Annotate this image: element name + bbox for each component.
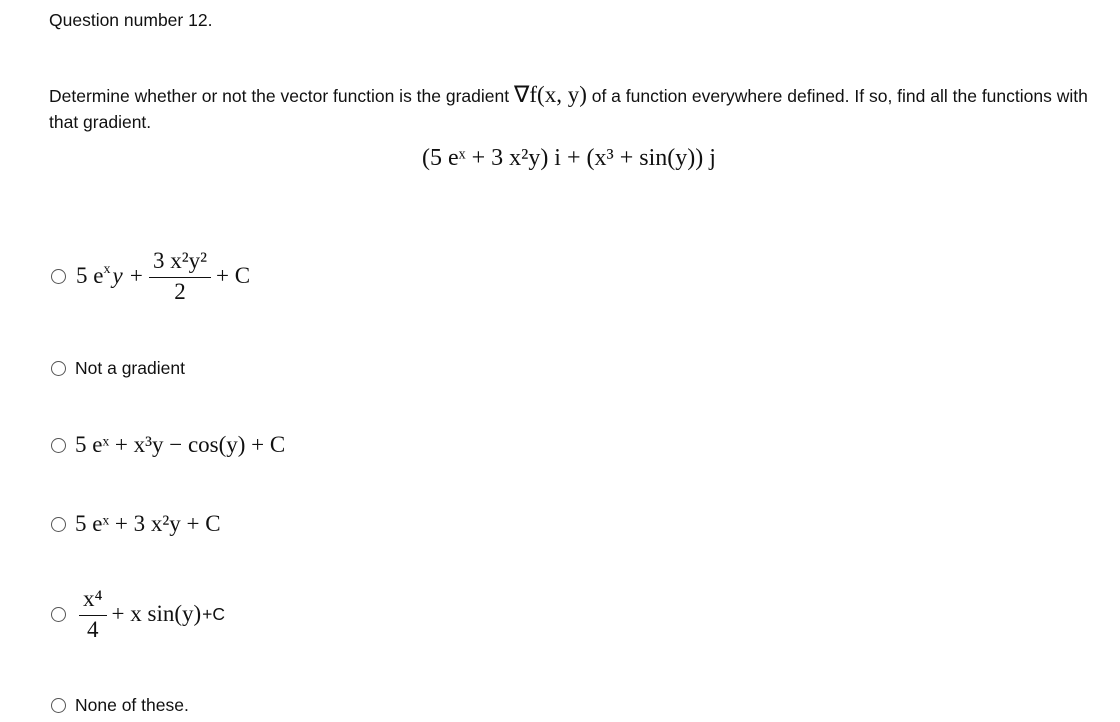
radio-button[interactable]	[51, 269, 66, 284]
fraction-denominator: 4	[87, 617, 99, 642]
gradient-notation: ∇f(x, y)	[513, 82, 587, 107]
option-2-label: Not a gradient	[75, 358, 185, 378]
option-1-term-a: 5 $e^x$	[76, 262, 111, 288]
radio-button[interactable]	[51, 438, 66, 453]
answer-option-5[interactable]	[51, 586, 225, 642]
option-5-fraction	[79, 586, 107, 642]
prompt-text-before: Determine whether or not the vector function is the gradient	[49, 86, 514, 106]
prompt-text-after: of a function everywhere defined. If so, find all the functions with that gradient.	[49, 86, 1088, 132]
question-prompt	[49, 82, 1099, 135]
fraction-numerator: 3 x²y²	[149, 248, 211, 278]
answer-option-2[interactable]	[51, 358, 185, 379]
option-6-label: None of these.	[75, 695, 189, 715]
option-1-constant: + C	[216, 263, 251, 288]
question-number: Question number 12.	[49, 10, 213, 30]
fraction-numerator: x⁴	[79, 586, 107, 616]
option-1-term-b: y +	[112, 263, 144, 288]
vector-function: (5 eˣ + 3 x²y) i + (x³ + sin(y)) j	[422, 145, 716, 171]
option-3-label: 5 eˣ + x³y − cos(y) + C	[75, 432, 286, 457]
radio-button[interactable]	[51, 361, 66, 376]
fraction-denominator: 2	[174, 279, 186, 304]
option-1-label	[75, 248, 251, 304]
option-5-term: + x sin(y)	[111, 601, 202, 626]
answer-option-3[interactable]	[51, 432, 285, 458]
option-5-label	[75, 586, 225, 642]
option-1-fraction	[149, 248, 211, 304]
answer-option-1[interactable]	[51, 248, 251, 304]
radio-button[interactable]	[51, 607, 66, 622]
option-5-constant: +C	[202, 603, 226, 624]
answer-option-4[interactable]	[51, 511, 221, 537]
radio-button[interactable]	[51, 698, 66, 713]
answer-option-6[interactable]	[51, 695, 189, 716]
option-4-label: 5 eˣ + 3 x²y + C	[75, 511, 221, 536]
radio-button[interactable]	[51, 517, 66, 532]
